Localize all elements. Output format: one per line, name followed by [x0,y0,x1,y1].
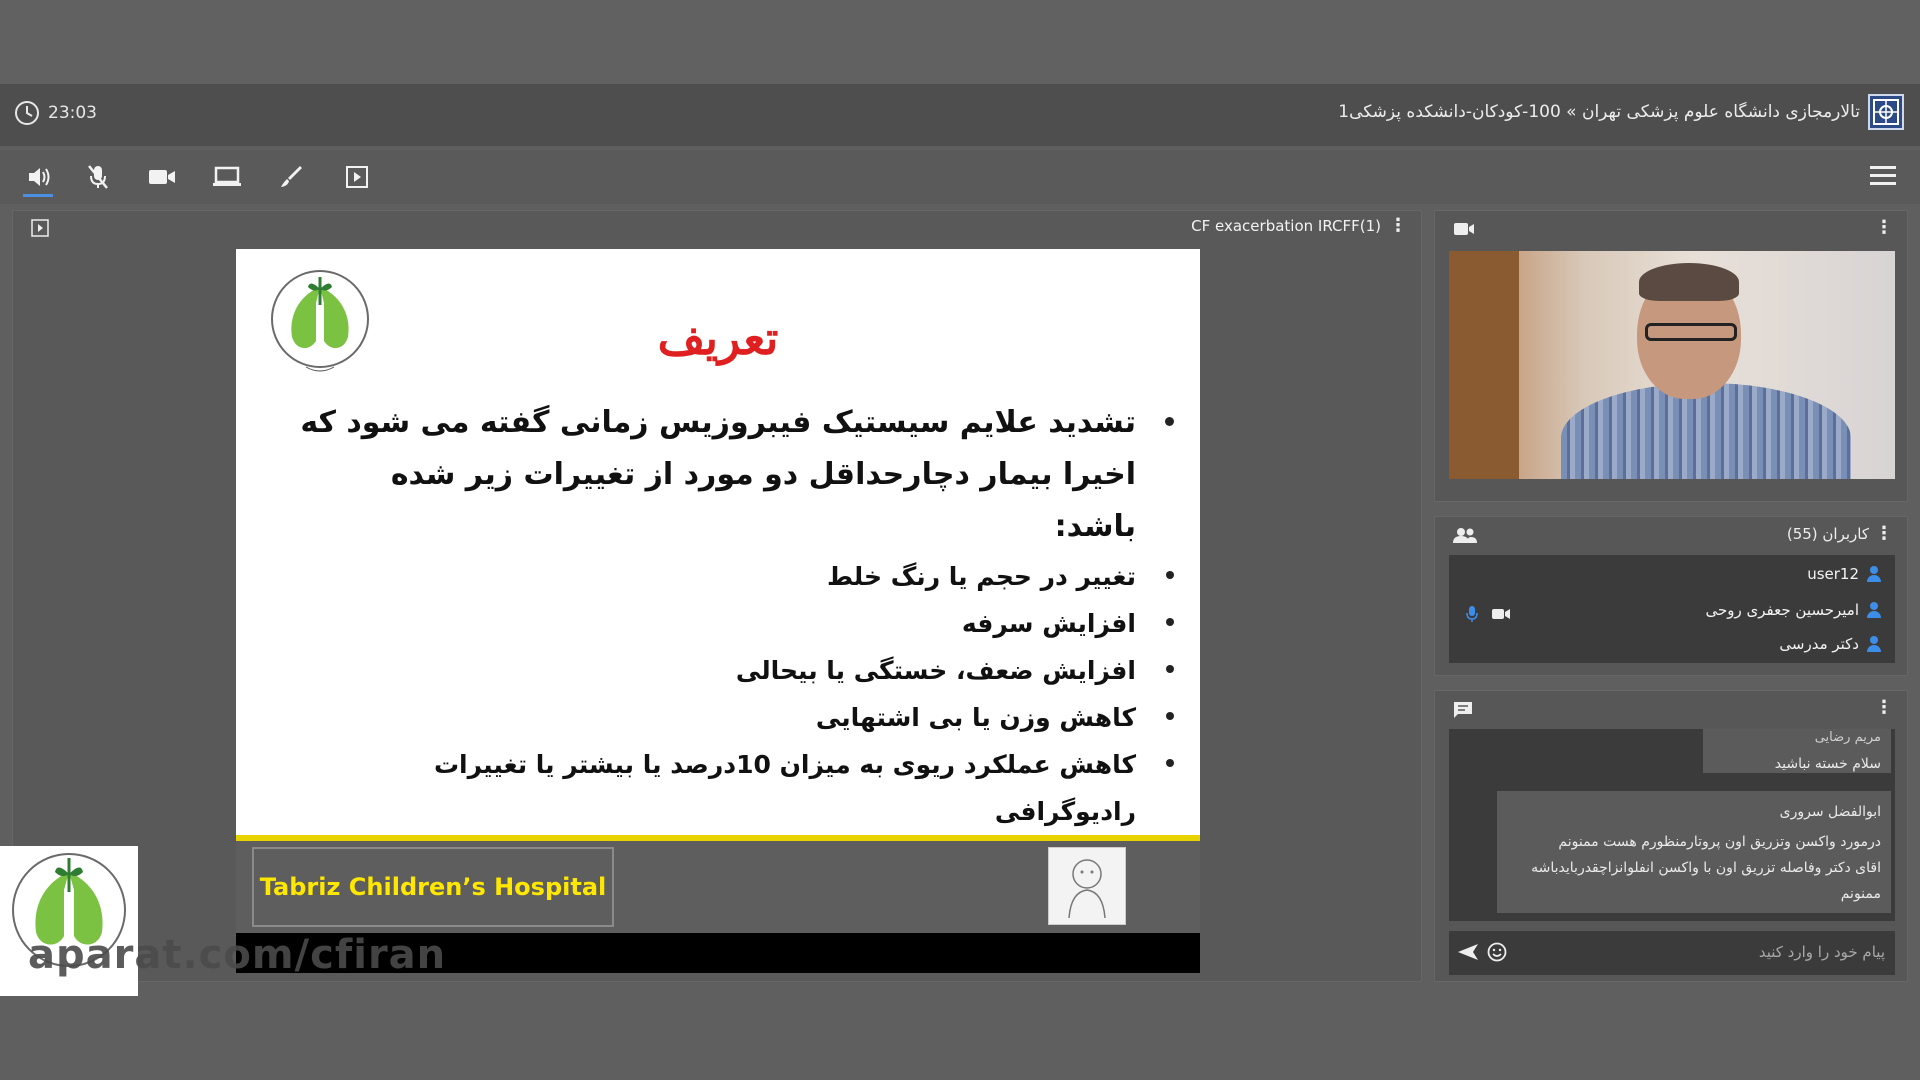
chat-options-icon[interactable]: ⋮ [1875,697,1893,718]
bullet-dot [1165,417,1174,426]
slide-heading: تعریف [657,311,779,365]
chat-author: مریم رضایی [1814,730,1881,745]
room-title: تالارمجازی دانشگاه علوم پزشکی تهران » 100-کودکان-دانشکده پزشکی1 [1338,102,1860,122]
presentation-panel [12,210,1422,982]
presentation-toggle-icon[interactable] [31,219,49,241]
user-icon [1867,602,1881,618]
slide-bullet: کاهش عملکرد ریوی به میزان 10درصد یا بیشتر یا تغییرات رادیوگرافی [300,741,1140,835]
video-options-icon[interactable]: ⋮ [1875,217,1893,238]
slide-main-line-2: اخیرا بیمار دچارحداقل دو مورد از تغییرات زیر شده [390,457,1136,492]
slide-main-paragraph [300,397,1140,553]
clock-time: 23:03 [48,103,97,123]
video-panel-icon [1453,221,1475,241]
screen-share-button[interactable] [212,162,242,192]
slide-body [300,397,1140,882]
camera-icon [148,167,176,187]
hospital-label: Tabriz Children’s Hospital [252,847,614,927]
camera-button[interactable] [147,162,177,192]
slide-main-line-1: تشدید علایم سیستیک فیبروزیس زمانی گفته می شود که [300,405,1136,440]
speaker-icon [26,165,52,189]
users-panel [1434,516,1908,676]
university-logo-icon [1868,94,1904,130]
slide [236,249,1200,973]
chat-text: سلام خسته نباشید [1774,756,1881,772]
top-band [0,0,1920,84]
slide-bullet: افزایش سرفه [300,600,1140,647]
user-icon [1867,566,1881,582]
users-icon [1453,527,1477,547]
slide-bullet: افزایش ضعف، خستگی یا بیحالی [300,647,1140,694]
toolbar [0,150,1920,204]
watermark-text: aparat.com/cfiran [28,932,447,978]
microphone-button[interactable] [83,162,113,192]
chat-messages [1449,729,1895,921]
webcam-video [1449,251,1895,479]
chat-author: ابوالفضل سروری [1779,804,1881,820]
user-item[interactable]: امیرحسین جعفری روحی [1705,601,1881,619]
chat-message [1497,791,1891,913]
chat-text: ممنونم [1840,886,1881,902]
camera-on-icon [1491,607,1511,621]
whiteboard-button[interactable] [276,162,306,192]
user-media-status [1465,605,1511,623]
users-options-icon[interactable]: ⋮ [1875,523,1893,544]
send-icon[interactable] [1457,943,1479,961]
speaker-active-indicator [23,194,53,197]
mic-on-icon [1465,605,1479,623]
mic-muted-icon [86,164,110,190]
hamburger-menu-icon[interactable] [1870,166,1896,188]
screen-share-icon [212,166,242,188]
slide-bullet: تغییر در حجم یا رنگ خلط [300,553,1140,600]
clock-icon [14,100,40,126]
presentation-title: CF exacerbation IRCFF(1) [1191,217,1381,235]
chat-placeholder: پیام خود را وارد کنید [1758,943,1885,961]
presentation-button[interactable] [342,162,372,192]
user-item[interactable]: دکتر مدرسی [1779,635,1881,653]
chat-message [1703,729,1891,773]
slide-main-line-3: باشد: [1054,509,1136,544]
present-icon [345,165,369,189]
slide-footer [236,841,1200,933]
chat-icon [1453,701,1473,723]
user-item[interactable]: user12 [1807,565,1881,583]
chat-panel [1434,690,1908,982]
emoji-icon[interactable] [1487,942,1507,962]
chat-text: درمورد واکسن وتزریق اون پروتارمنظورم هست ممنونم [1558,834,1881,850]
session-clock [14,100,97,126]
speaker-button[interactable] [24,162,54,192]
user-icon [1867,636,1881,652]
users-list [1449,555,1895,663]
users-count-title: کاربران (55) [1786,525,1869,543]
child-sketch-image [1048,847,1126,925]
brush-icon [278,164,304,190]
slide-bullet: کاهش وزن یا بی اشتهایی [300,694,1140,741]
chat-text: اقای دکتر وفاصله تزریق اون با واکسن انفلوانزاچقدربایدباشه [1531,860,1881,876]
video-panel [1434,210,1908,502]
chat-input[interactable] [1449,931,1895,975]
presentation-options-icon[interactable]: ⋮ [1389,215,1407,236]
